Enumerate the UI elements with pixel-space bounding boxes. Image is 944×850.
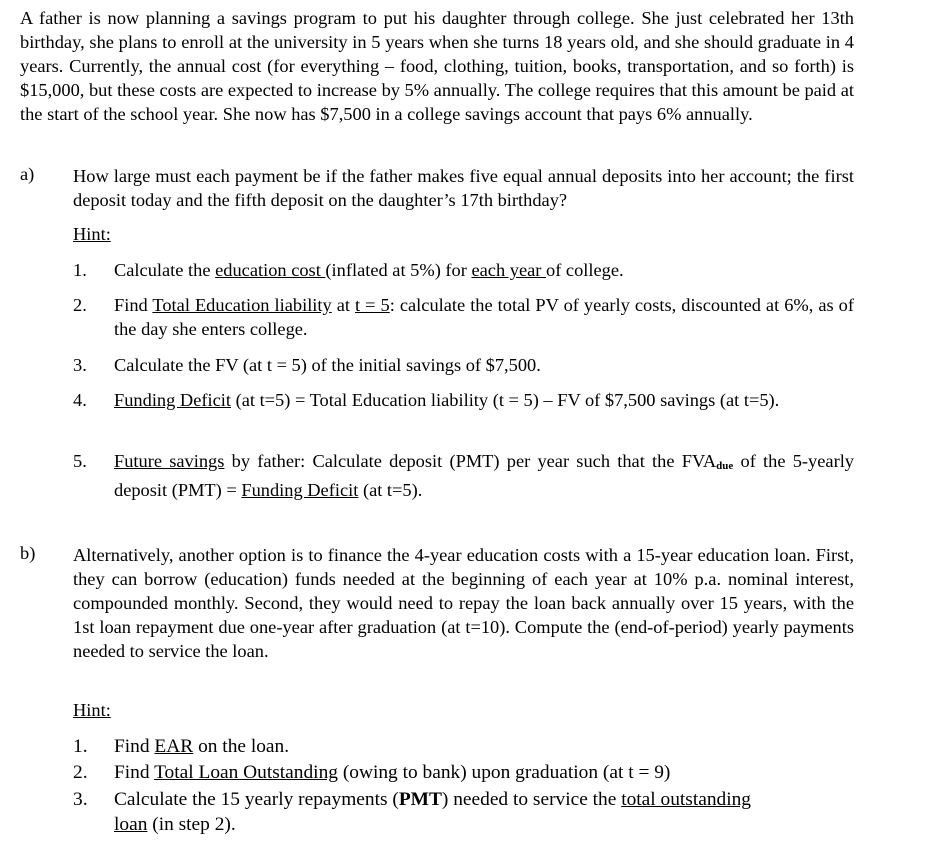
item-number: 4.: [73, 390, 87, 410]
item-text: on the loan.: [193, 736, 290, 757]
item-underlined-text: education cost: [215, 260, 326, 280]
item-number: 2.: [73, 295, 87, 315]
item-text: Calculate the: [114, 260, 216, 280]
item-text: (inflated at 5%) for: [325, 260, 472, 280]
item-number: 3.: [73, 789, 88, 810]
item-text: ) needed to service the: [441, 789, 622, 810]
item-text: (at t=5).: [358, 480, 423, 500]
item-bold-text: PMT: [398, 789, 442, 810]
item-underlined-text: Total Loan Outstanding: [154, 762, 338, 783]
item-underlined-text: Funding Deficit: [241, 480, 359, 500]
part-b-hint-item-3: [73, 787, 854, 837]
item-number: 5.: [73, 451, 87, 471]
item-underlined-text: Funding Deficit: [114, 390, 231, 410]
item-underlined-text: t = 5: [355, 295, 390, 315]
intro-paragraph: A father is now planning a savings program to put his daughter through college. She just celebrated her 13th birthday, she plans to enroll at the university in 5 years when she turns 18 years old, and she should graduate in 4 years. Currently, the annual cost (for everything – food, clothing, tuition, books, transportation, and so forth) is $15,000, but these costs are expected to increase by 5% annually. The college requires that this amount be paid at the start of the school year. She now has $7,500 in a college savings account that pays 6% annually.: [20, 8, 854, 124]
part-b-hint-label: Hint:: [73, 700, 111, 720]
subscript-due: due: [716, 460, 734, 472]
part-a-hint-item-3: [73, 353, 854, 377]
item-text: Find: [114, 736, 155, 757]
item-text: Calculate the FV (at t = 5) of the initial savings of $7,500.: [114, 355, 541, 375]
item-text: Find: [114, 762, 155, 783]
part-b-hint-item-2: [73, 761, 854, 785]
item-underlined-text: Future savings: [114, 451, 225, 471]
item-underlined-text: each year: [471, 260, 546, 280]
item-text: of the 5-yearly deposit (PMT) =: [114, 451, 854, 500]
part-a-question: How large must each payment be if the father makes five equal annual deposits into her account; the first deposit today and the fifth deposit on the daughter’s 17th birthday?: [73, 166, 854, 210]
item-text: (owing to bank) upon graduation (at t = 9): [337, 762, 671, 783]
part-b-hint-item-1: [73, 735, 854, 759]
part-a-label: a): [20, 164, 35, 184]
part-a-hint-item-5: [73, 449, 854, 502]
item-underlined-text: total outstanding loan: [114, 789, 752, 835]
item-underlined-text: Total Education liability: [152, 295, 332, 315]
item-number: 3.: [73, 355, 87, 375]
part-a-hint-label: Hint:: [73, 224, 111, 244]
part-a-hint-item-1: [73, 258, 854, 282]
part-a-hint-item-4: [73, 388, 854, 412]
item-text: (in step 2).: [147, 814, 236, 835]
item-text: : calculate the total PV of yearly costs, discounted at 6%, as of the day she enters college.: [114, 295, 854, 339]
item-text: of college.: [546, 260, 624, 280]
item-text: (at t=5) = Total Education liability (t = 5) – FV of $7,500 savings (at t=5).: [230, 390, 780, 410]
item-text: at: [331, 295, 356, 315]
item-text: by father: Calculate deposit (PMT) per year such that the FVA: [224, 451, 717, 471]
part-b-label: b): [20, 543, 36, 563]
item-number: 1.: [73, 736, 88, 757]
part-b-question: Alternatively, another option is to finance the 4-year education costs with a 15-year education loan. First, they can borrow (education) funds needed at the beginning of each year at 10% p.a. nominal interest, compounded monthly. Second, they would need to repay the loan back annually over 15 years, with the 1st loan repayment due one-year after graduation (at t=10). Compute the (end-of-period) yearly payments needed to service the loan.: [73, 545, 854, 661]
item-number: 1.: [73, 260, 87, 280]
part-a-hint-item-2: [73, 293, 854, 341]
item-text: Calculate the 15 yearly repayments (: [114, 789, 399, 810]
item-underlined-text: EAR: [154, 736, 194, 757]
item-text: Find: [114, 295, 153, 315]
item-number: 2.: [73, 762, 88, 783]
